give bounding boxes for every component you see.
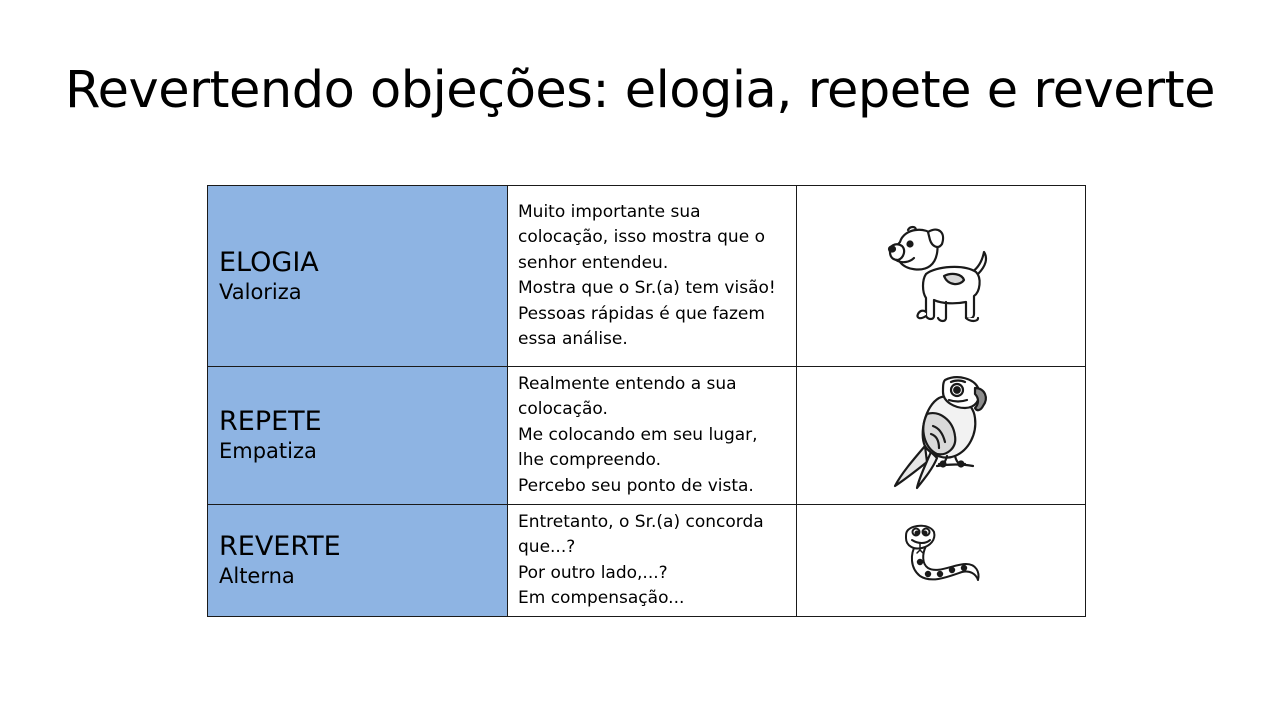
parrot-illustration	[891, 374, 991, 492]
phrase-line: Realmente entendo a sua	[518, 373, 737, 394]
dog-illustration	[886, 222, 996, 326]
label-cell	[208, 367, 508, 505]
table-row-elogia	[208, 186, 1086, 367]
phrase-line: Pessoas rápidas é que fazem	[518, 303, 765, 324]
row-sublabel: Alterna	[219, 564, 295, 588]
phrase-list	[508, 372, 796, 500]
row-sublabel: Valoriza	[219, 279, 302, 304]
phrase-line: Mostra que o Sr.(a) tem visão!	[518, 278, 776, 298]
phrase-line: lhe compreendo.	[518, 450, 662, 471]
phrases-cell	[508, 505, 797, 617]
phrase-line: senhor entendeu.	[518, 252, 669, 273]
phrases-cell	[508, 367, 797, 505]
row-label: ELOGIA	[219, 246, 319, 278]
phrase-line: colocação, isso mostra que o	[518, 227, 765, 247]
phrase-line: Entretanto, o Sr.(a) concorda	[518, 511, 764, 532]
image-cell	[797, 367, 1086, 505]
table-row-reverte	[208, 505, 1086, 617]
snake-illustration	[896, 522, 986, 594]
phrase-line: Me colocando em seu lugar,	[518, 424, 758, 445]
phrase-line: Em compensação...	[518, 588, 685, 608]
phrase-list	[508, 510, 796, 612]
objections-table	[207, 185, 1086, 617]
phrase-line: que...?	[518, 537, 576, 557]
phrase-line: colocação.	[518, 399, 608, 420]
phrase-line: Por outro lado,...?	[518, 562, 668, 583]
label-cell	[208, 505, 508, 617]
table-row-repete	[208, 367, 1086, 505]
image-cell	[797, 505, 1086, 617]
row-label: REPETE	[219, 406, 322, 437]
image-cell	[797, 186, 1086, 367]
phrase-line: essa análise.	[518, 329, 628, 349]
phrase-list	[508, 200, 796, 353]
slide-title: Revertendo objeções: elogia, repete e reverte	[65, 61, 1215, 120]
phrases-cell	[508, 186, 797, 367]
phrase-line: Muito importante sua	[518, 201, 701, 222]
phrase-line: Percebo seu ponto de vista.	[518, 475, 754, 496]
row-sublabel: Empatiza	[219, 439, 317, 463]
label-cell	[208, 186, 508, 367]
row-label: REVERTE	[219, 531, 341, 562]
